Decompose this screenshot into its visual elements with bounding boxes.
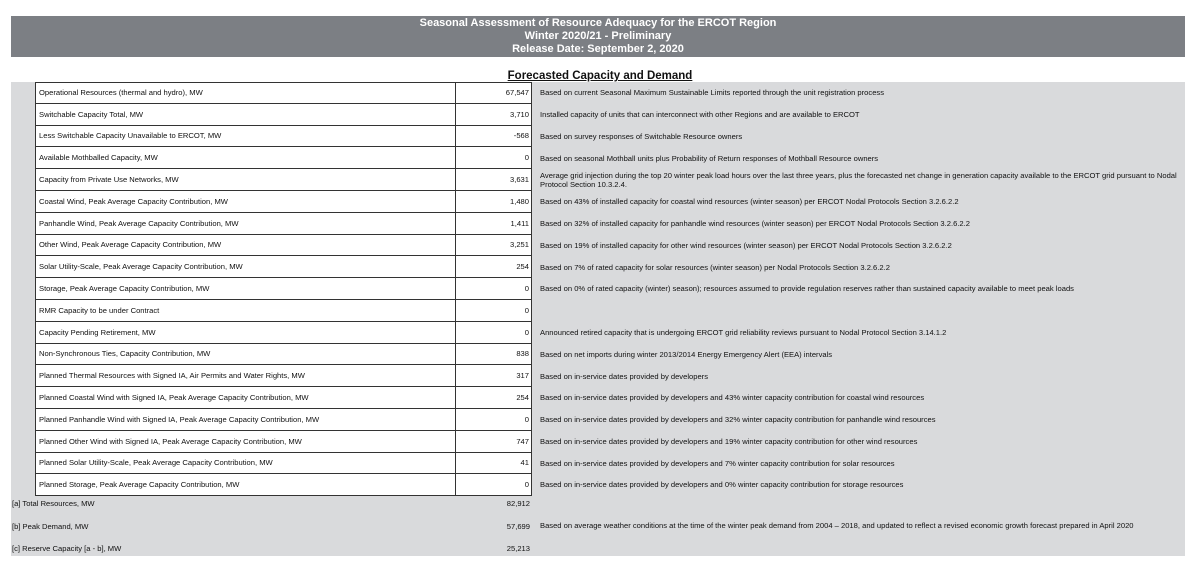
summary-value: 82,912 [506, 499, 530, 509]
table-row [11, 213, 1185, 235]
row-stub [11, 147, 35, 169]
table-row [11, 387, 1185, 409]
table-row [11, 344, 1185, 366]
table-row [11, 82, 1185, 104]
row-label: Non-Synchronous Ties, Capacity Contribution, MW [35, 344, 456, 366]
row-label: Capacity Pending Retirement, MW [35, 322, 456, 344]
row-value: 0 [456, 474, 532, 496]
row-value: 1,411 [456, 213, 532, 235]
summary-label: [b] Peak Demand, MW [12, 521, 89, 531]
row-note: Based on in-service dates provided by developers and 43% winter capacity contribution for coastal wind resources [532, 387, 1185, 409]
table-row [11, 235, 1185, 257]
row-note [532, 300, 1185, 322]
table-row [11, 169, 1185, 191]
row-stub [11, 235, 35, 257]
row-label: Capacity from Private Use Networks, MW [35, 169, 456, 191]
row-note: Based on in-service dates provided by developers and 19% winter capacity contribution for other wind resources [532, 431, 1185, 453]
report-season: Winter 2020/21 - Preliminary [524, 30, 672, 42]
row-stub [11, 453, 35, 475]
row-stub [11, 322, 35, 344]
row-note: Average grid injection during the top 20 winter peak load hours over the last three years, plus the forecasted net change in generation capacity available to the ERCOT grid pursuant to Nodal Protocol Section 10.3.2.4. [532, 169, 1185, 191]
summary-row-total [11, 496, 1185, 511]
row-value: 0 [456, 300, 532, 322]
row-stub [11, 213, 35, 235]
row-stub [11, 191, 35, 213]
row-stub [11, 169, 35, 191]
report-header-banner [11, 16, 1185, 57]
row-note: Based on in-service dates provided by developers and 7% winter capacity contribution for solar resources [532, 453, 1185, 475]
row-label: Less Switchable Capacity Unavailable to ERCOT, MW [35, 126, 456, 148]
row-label: Planned Solar Utility-Scale, Peak Average Capacity Contribution, MW [35, 453, 456, 475]
row-label: Planned Storage, Peak Average Capacity Contribution, MW [35, 474, 456, 496]
row-value: 838 [456, 344, 532, 366]
row-value: 317 [456, 365, 532, 387]
capacity-demand-table [11, 82, 1185, 556]
summary-note [532, 496, 1185, 511]
row-label: Operational Resources (thermal and hydro), MW [35, 82, 456, 104]
row-stub [11, 409, 35, 431]
row-note: Based on current Seasonal Maximum Sustainable Limits reported through the unit registration process [532, 82, 1185, 104]
section-title: Forecasted Capacity and Demand [507, 70, 693, 82]
row-stub [11, 431, 35, 453]
row-label: Other Wind, Peak Average Capacity Contribution, MW [35, 235, 456, 257]
row-value: -568 [456, 126, 532, 148]
row-stub [11, 278, 35, 300]
row-stub [11, 104, 35, 126]
row-value: 41 [456, 453, 532, 475]
row-label: RMR Capacity to be under Contract [35, 300, 456, 322]
row-note: Based on net imports during winter 2013/2014 Energy Emergency Alert (EEA) intervals [532, 344, 1185, 366]
row-value: 747 [456, 431, 532, 453]
table-row [11, 300, 1185, 322]
row-value: 254 [456, 256, 532, 278]
summary-value: 57,699 [506, 521, 530, 531]
row-note: Announced retired capacity that is undergoing ERCOT grid reliability reviews pursuant to Nodal Protocol Section 3.14.1.2 [532, 322, 1185, 344]
table-row [11, 191, 1185, 213]
table-row [11, 104, 1185, 126]
row-note: Based on 7% of rated capacity for solar resources (winter season) per Nodal Protocols Section 3.2.6.2.2 [532, 256, 1185, 278]
summary-value: 25,213 [506, 544, 530, 554]
table-row [11, 365, 1185, 387]
row-value: 67,547 [456, 82, 532, 104]
row-value: 254 [456, 387, 532, 409]
table-row [11, 474, 1185, 496]
summary-label: [a] Total Resources, MW [12, 499, 95, 509]
row-note: Based on 0% of rated capacity (winter) season); resources assumed to provide regulation reserves rather than sustained capacity available to meet peak loads [532, 278, 1185, 300]
summary-note: Based on average weather conditions at the time of the winter peak demand from 2004 – 2018, and updated to reflect a revised economic growth forecast prepared in April 2020 [540, 521, 1134, 531]
row-label: Available Mothballed Capacity, MW [35, 147, 456, 169]
row-label: Switchable Capacity Total, MW [35, 104, 456, 126]
row-stub [11, 82, 35, 104]
row-label: Planned Panhandle Wind with Signed IA, Peak Average Capacity Contribution, MW [35, 409, 456, 431]
row-label: Planned Thermal Resources with Signed IA, Air Permits and Water Rights, MW [35, 365, 456, 387]
row-stub [11, 256, 35, 278]
summary-note [532, 541, 1185, 556]
row-label: Planned Other Wind with Signed IA, Peak Average Capacity Contribution, MW [35, 431, 456, 453]
row-note: Based on 19% of installed capacity for other wind resources (winter season) per ERCOT Nodal Protocols Section 3.2.6.2.2 [532, 235, 1185, 257]
row-value: 3,251 [456, 235, 532, 257]
row-value: 3,710 [456, 104, 532, 126]
row-value: 0 [456, 409, 532, 431]
table-row [11, 278, 1185, 300]
release-date: Release Date: September 2, 2020 [512, 43, 684, 55]
row-note: Based on in-service dates provided by developers and 32% winter capacity contribution for panhandle wind resources [532, 409, 1185, 431]
row-stub [11, 300, 35, 322]
table-row [11, 126, 1185, 148]
row-note: Based on seasonal Mothball units plus Probability of Return responses of Mothball Resource owners [532, 147, 1185, 169]
table-row [11, 147, 1185, 169]
summary-row-peak-demand [11, 511, 1185, 541]
row-note: Based on in-service dates provided by developers and 0% winter capacity contribution for storage resources [532, 474, 1185, 496]
table-row [11, 322, 1185, 344]
row-value: 0 [456, 278, 532, 300]
row-value: 0 [456, 322, 532, 344]
table-row [11, 409, 1185, 431]
row-label: Storage, Peak Average Capacity Contribution, MW [35, 278, 456, 300]
row-value: 1,480 [456, 191, 532, 213]
row-value: 0 [456, 147, 532, 169]
row-stub [11, 474, 35, 496]
row-value: 3,631 [456, 169, 532, 191]
table-row [11, 431, 1185, 453]
table-row [11, 453, 1185, 475]
row-label: Panhandle Wind, Peak Average Capacity Contribution, MW [35, 213, 456, 235]
row-label: Coastal Wind, Peak Average Capacity Contribution, MW [35, 191, 456, 213]
row-note: Based on in-service dates provided by developers [532, 365, 1185, 387]
row-label: Solar Utility-Scale, Peak Average Capacity Contribution, MW [35, 256, 456, 278]
row-note: Installed capacity of units that can interconnect with other Regions and are available to ERCOT [532, 104, 1185, 126]
row-note: Based on survey responses of Switchable Resource owners [532, 126, 1185, 148]
row-stub [11, 344, 35, 366]
summary-label: [c] Reserve Capacity [a - b], MW [12, 544, 122, 554]
table-row [11, 256, 1185, 278]
row-note: Based on 43% of installed capacity for coastal wind resources (winter season) per ERCOT Nodal Protocols Section 3.2.6.2.2 [532, 191, 1185, 213]
summary-row-reserve [11, 541, 1185, 556]
row-stub [11, 365, 35, 387]
row-stub [11, 126, 35, 148]
row-note: Based on 32% of installed capacity for panhandle wind resources (winter season) per ERCOT Nodal Protocols Section 3.2.6.2.2 [532, 213, 1185, 235]
report-title: Seasonal Assessment of Resource Adequacy for the ERCOT Region [419, 17, 777, 29]
row-stub [11, 387, 35, 409]
row-label: Planned Coastal Wind with Signed IA, Peak Average Capacity Contribution, MW [35, 387, 456, 409]
